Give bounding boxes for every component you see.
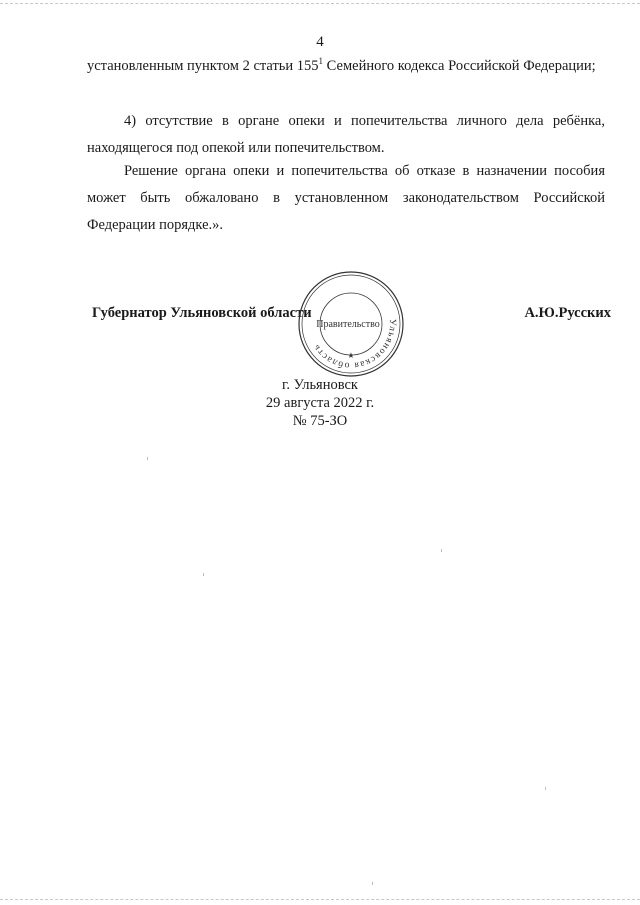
scan-speck bbox=[545, 787, 546, 790]
scan-speck bbox=[441, 549, 442, 552]
seal-star-icon: ★ bbox=[347, 351, 355, 360]
law-number-label: № 75-ЗО bbox=[292, 413, 348, 429]
seal-outer-text: Ульяновская область bbox=[311, 318, 398, 371]
official-seal-stamp bbox=[296, 269, 406, 379]
date-label: 29 августа 2022 г. bbox=[265, 395, 375, 411]
signatory-name: А.Ю.Русских bbox=[524, 305, 611, 321]
city-label: г. Ульяновск bbox=[282, 377, 358, 393]
scan-speck bbox=[372, 882, 373, 885]
scan-bottom-edge bbox=[0, 899, 640, 900]
paragraph-reference-text-end: Семейного кодекса Российской Федерации; bbox=[323, 58, 596, 74]
scan-speck bbox=[147, 457, 148, 460]
superscript-marker: 1 bbox=[318, 56, 324, 67]
paragraph-appeal: Решение органа опеки и попечительства об отказе в назначении пособия может быть обжаловано в установленном законодательством Российской Федерации порядке.». bbox=[87, 163, 605, 233]
scan-speck bbox=[203, 573, 204, 576]
signatory-position: Губернатор Ульяновской области bbox=[92, 305, 312, 321]
paragraph-reference-text: установленным пунктом 2 статьи 155 bbox=[87, 58, 319, 74]
scan-top-edge bbox=[0, 3, 640, 4]
place-date-number-block bbox=[0, 376, 640, 430]
page-number: 4 bbox=[316, 34, 324, 50]
paragraph-item-4: 4) отсутствие в органе опеки и попечительства личного дела ребёнка, находящегося под опекой или попечительством. bbox=[87, 113, 605, 156]
paragraph-reference bbox=[87, 53, 605, 80]
seal-inner-text: Правительство bbox=[316, 319, 380, 330]
